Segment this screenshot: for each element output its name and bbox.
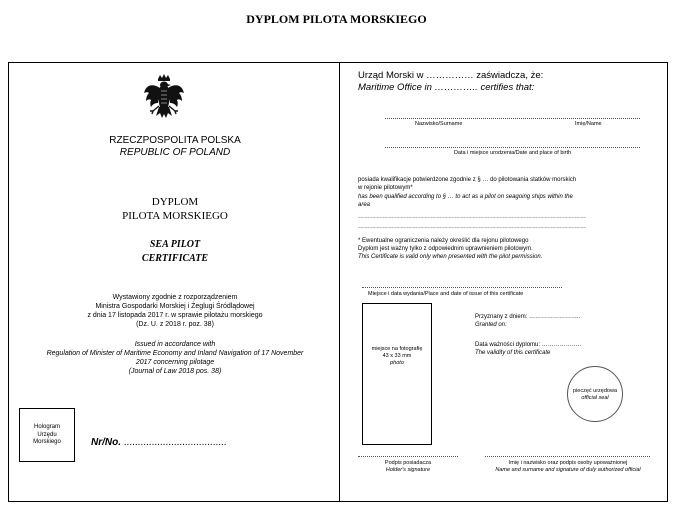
validity-pl: Data ważności dyplomu: ……………….. bbox=[475, 342, 582, 348]
holder-signature-pl: Podpis posiadacza bbox=[384, 460, 432, 466]
official-seal-circle bbox=[567, 366, 623, 422]
official-signature-pl: Imię i nazwisko oraz podpis osoby upoważnionej bbox=[508, 460, 628, 466]
issued-basis-pl bbox=[9, 293, 341, 329]
qualification-en-line: has been qualified according to § … to act as a pilot on seagoing ships within the bbox=[358, 194, 573, 200]
place-date-dotted-line bbox=[362, 287, 562, 288]
photo-box bbox=[362, 303, 432, 445]
granted-on-en: Granted on: bbox=[475, 322, 507, 328]
diploma-title-line1: DYPLOM bbox=[151, 196, 199, 208]
holder-signature-en: Holder's signature bbox=[385, 467, 431, 473]
republic-name-pl: RZECZPOSPOLITA POLSKA bbox=[109, 135, 241, 146]
issued-pl-line: (Dz. U. z 2018 r. poz. 38) bbox=[136, 321, 214, 328]
name-label: Imię/Name bbox=[575, 121, 602, 127]
issued-basis-en bbox=[9, 340, 341, 376]
area-dotted-line-2: …………………………………………………………………………………………………… bbox=[358, 224, 586, 230]
official-signature-dotted-line bbox=[485, 456, 650, 457]
photo-line: 43 x 33 mm bbox=[382, 353, 412, 359]
polish-eagle-emblem-icon bbox=[142, 73, 186, 123]
official-signature-en: Name and surname and signature of duly authorized official bbox=[495, 467, 641, 473]
issued-en-line: Regulation of Minister of Maritime Economy and Inland Navigation of 17 November bbox=[46, 350, 304, 357]
office-certifies-pl: Urząd Morski w …………… zaświadcza, że: bbox=[358, 70, 544, 81]
hologram-box bbox=[19, 408, 75, 462]
document-title: DYPLOM PILOTA MORSKIEGO bbox=[246, 12, 427, 26]
photo-line: photo bbox=[390, 360, 404, 366]
republic-name-en: REPUBLIC OF POLAND bbox=[119, 147, 231, 158]
issued-en-line: (Journal of Law 2018 pos. 38) bbox=[128, 368, 222, 375]
granted-on-pl: Przyznany z dniem: …………………….. bbox=[475, 314, 581, 320]
certificate-number bbox=[91, 437, 227, 448]
footnote-pl-line: Dyplom jest ważny tylko z odpowiednim uprawnieniem pilotowym. bbox=[358, 245, 533, 252]
validity-en: The validity of this certificate bbox=[475, 350, 551, 356]
birth-dotted-line bbox=[385, 147, 640, 148]
holder-signature-dotted-line bbox=[358, 456, 458, 457]
issued-pl-line: Ministra Gospodarki Morskiej i Żeglugi Śródlądowej bbox=[95, 303, 255, 310]
certificate-title-line2: CERTIFICATE bbox=[141, 253, 209, 264]
footnote-pl-line: * Ewentualne ograniczenia należy określić dla rejonu pilotowego bbox=[358, 238, 529, 244]
office-certifies-en: Maritime Office in ………….. certifies that: bbox=[358, 82, 535, 93]
diploma-title-line2: PILOTA MORSKIEGO bbox=[122, 210, 228, 222]
hologram-line: Morskiego bbox=[33, 439, 61, 445]
qualification-pl-line: posiada kwalifikacje potwierdzone zgodnie z § … do pilotowania statków morskich bbox=[358, 177, 577, 183]
name-dotted-line bbox=[385, 118, 640, 119]
certificate-number-label: Nr/No. bbox=[91, 437, 121, 448]
hologram-line: Urzędu bbox=[37, 431, 57, 438]
left-panel bbox=[8, 62, 340, 502]
qualification-en bbox=[358, 194, 663, 209]
qualification-pl bbox=[358, 177, 663, 192]
area-dotted-line-1: …………………………………………………………………………………………………… bbox=[358, 214, 586, 220]
seal-line: pieczęć urzędowa bbox=[572, 388, 618, 394]
certificate-number-value: ..................................... bbox=[123, 437, 227, 448]
hologram-line: Hologram bbox=[33, 424, 60, 430]
qualification-en-line: area bbox=[358, 201, 371, 208]
issued-pl-line: Wystawiony zgodnie z rozporządzeniem bbox=[112, 294, 238, 301]
photo-line: miejsce na fotografię bbox=[371, 346, 423, 352]
birth-label: Data i miejsce urodzenia/Date and place of birth bbox=[453, 150, 572, 156]
issued-en-line: Issued in accordance with bbox=[134, 341, 216, 348]
footnote-pl bbox=[358, 238, 663, 253]
issued-en-line: 2017 concerning pilotage bbox=[135, 359, 215, 366]
issued-pl-line: z dnia 17 listopada 2017 r. w sprawie pilotażu morskiego bbox=[87, 312, 263, 319]
seal-line: official seal bbox=[581, 395, 609, 401]
surname-label: Nazwisko/Surname bbox=[415, 121, 463, 127]
qualification-pl-line: w rejonie pilotowym* bbox=[358, 184, 413, 191]
footnote-en: This Certificate is valid only when presented with the pilot permission. bbox=[358, 254, 543, 260]
certificate-title-line1: SEA PILOT bbox=[149, 239, 201, 250]
place-date-label: Miejsce i data wydania/Place and date of issue of this certificate bbox=[368, 291, 524, 297]
right-panel bbox=[339, 62, 668, 502]
